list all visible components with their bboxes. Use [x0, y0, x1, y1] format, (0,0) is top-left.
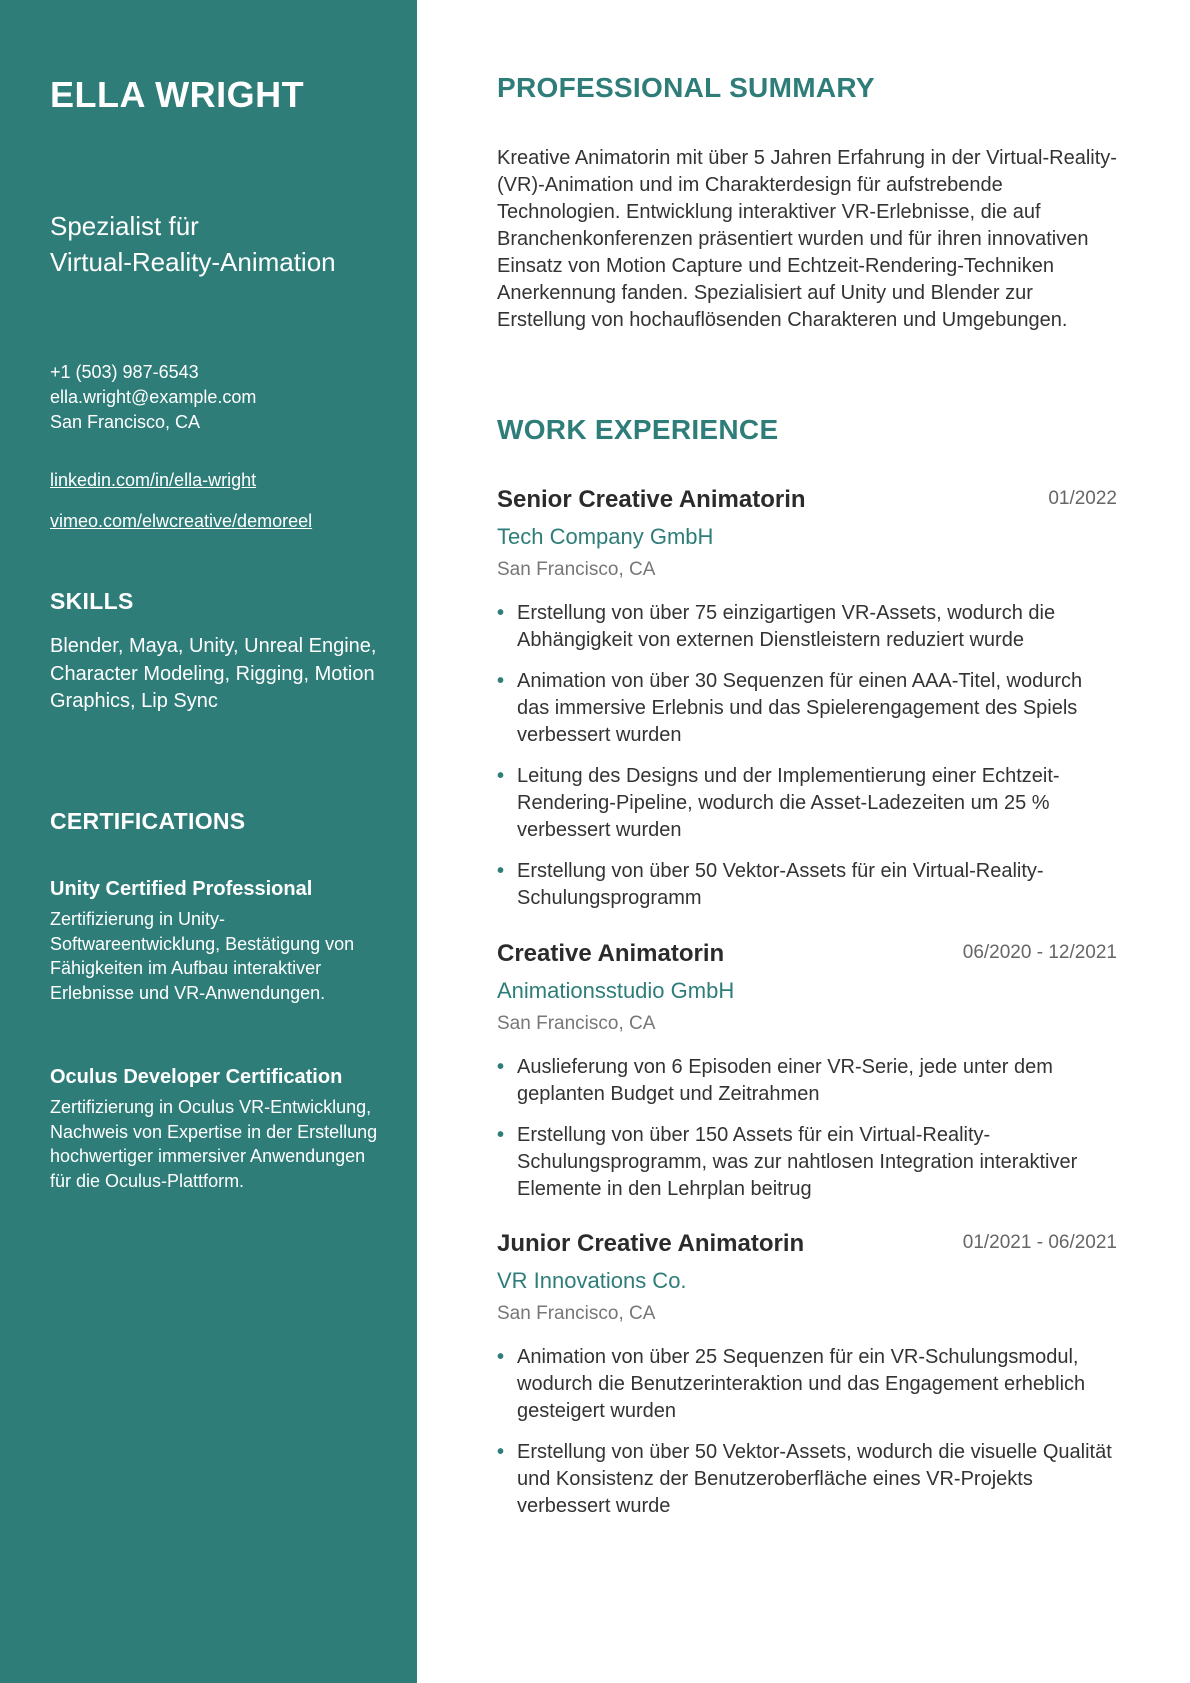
job-location: San Francisco, CA	[497, 1303, 656, 1324]
list-item: • Erstellung von über 50 Vektor-Assets für ein Virtual-Reality-Schulungsprogramm	[497, 860, 1044, 909]
list-item: • Erstellung von über 50 Vektor-Assets, wodurch die visuelle Qualität und Konsistenz der Benutzeroberfläche eines VR-Projekts verbessert wurde	[497, 1441, 1112, 1517]
job-company: Animationsstudio GmbH	[497, 978, 735, 1003]
contact-info	[50, 360, 387, 435]
bullet-icon: •	[497, 860, 505, 882]
job-date: 01/2022	[1048, 488, 1117, 509]
certification-name: Oculus Developer Certification	[50, 1066, 343, 1088]
job-date: 06/2020 - 12/2021	[962, 942, 1117, 963]
job-title: Junior Creative Animatorin	[497, 1230, 805, 1257]
location: San Francisco, CA	[50, 412, 201, 432]
bullet-icon: •	[497, 1346, 505, 1368]
work-experience-heading: WORK EXPERIENCE	[497, 414, 779, 445]
certification-item	[50, 875, 387, 1005]
job-bullets	[497, 1344, 1117, 1534]
job-title: Senior Creative Animatorin	[497, 486, 806, 513]
headline-line-1: Spezialist für	[50, 211, 199, 241]
job-company: Tech Company GmbH	[497, 524, 714, 549]
list-item: • Animation von über 25 Sequenzen für ein VR-Schulungsmodul, wodurch die Benutzerinteraktion und das Engagement erheblich gesteigert wurden	[497, 1346, 1086, 1422]
certification-name: Unity Certified Professional	[50, 878, 313, 900]
vimeo-link[interactable]: vimeo.com/elwcreative/demoreel	[50, 511, 313, 531]
certification-description: Zertifizierung in Oculus VR-Entwicklung, Nachweis von Expertise in der Erstellung hochwertiger immersiver Anwendungen für die Oculus-Plattform.	[50, 1097, 378, 1191]
job-location: San Francisco, CA	[497, 1013, 656, 1034]
certifications-heading: CERTIFICATIONS	[50, 808, 246, 834]
job-location: San Francisco, CA	[497, 559, 656, 580]
job-company: VR Innovations Co.	[497, 1268, 687, 1293]
skills-list: Blender, Maya, Unity, Unreal Engine, Character Modeling, Rigging, Motion Graphics, Lip Sync	[50, 635, 377, 712]
phone-number: +1 (503) 987-6543	[50, 362, 199, 382]
certification-item	[50, 1063, 387, 1193]
main-content	[497, 0, 1117, 1683]
bullet-icon: •	[497, 1441, 505, 1463]
bullet-icon: •	[497, 602, 505, 624]
list-item: • Erstellung von über 75 einzigartigen VR-Assets, wodurch die Abhängigkeit von externen Dienstleistern reduziert wurde	[497, 602, 1056, 651]
bullet-icon: •	[497, 670, 505, 692]
summary-heading: PROFESSIONAL SUMMARY	[497, 72, 875, 103]
headline-line-2: Virtual-Reality-Animation	[50, 247, 336, 277]
skills-heading: SKILLS	[50, 588, 134, 614]
bullet-icon: •	[497, 765, 505, 787]
certification-description: Zertifizierung in Unity-Softwareentwicklung, Bestätigung von Fähigkeiten im Aufbau interaktiver Erlebnisse und VR-Anwendungen.	[50, 909, 355, 1003]
job-bullets	[497, 1054, 1117, 1217]
list-item: • Erstellung von über 150 Assets für ein Virtual-Reality-Schulungsprogramm, was zur nahtlosen Integration interaktiver Elemente in den Lehrplan beitrug	[497, 1124, 1078, 1200]
email-address: ella.wright@example.com	[50, 387, 257, 407]
bullet-icon: •	[497, 1124, 505, 1146]
linkedin-link[interactable]: linkedin.com/in/ella-wright	[50, 470, 257, 490]
job-title-headline	[50, 208, 387, 280]
sidebar	[0, 0, 417, 1683]
job-title: Creative Animatorin	[497, 940, 725, 967]
job-date: 01/2021 - 06/2021	[962, 1232, 1117, 1253]
bullet-icon: •	[497, 1056, 505, 1078]
list-item: • Animation von über 30 Sequenzen für einen AAA-Titel, wodurch das immersive Erlebnis und das Spielerengagement des Spiels verbessert wurden	[497, 670, 1083, 746]
candidate-name: ELLA WRIGHT	[50, 74, 305, 115]
list-item: • Auslieferung von 6 Episoden einer VR-Serie, jede unter dem geplanten Budget und Zeitrahmen	[497, 1056, 1053, 1105]
summary-text: Kreative Animatorin mit über 5 Jahren Erfahrung in der Virtual-Reality-(VR)-Animation und im Charakterdesign für aufstrebende Technologien. Entwicklung interaktiver VR-Erlebnisse, die auf Branchenkonferenzen präsentiert wurden und für ihren innovativen Einsatz von Motion Capture und Echtzeit-Rendering-Techniken Anerkennung fanden. Spezialisiert auf Unity und Blender zur Erstellung von hochauflösenden Charakteren und Umgebungen.	[497, 147, 1117, 331]
job-bullets	[497, 600, 1117, 926]
list-item: • Leitung des Designs und der Implementierung einer Echtzeit-Rendering-Pipeline, wodurch die Asset-Ladezeiten um 25 % verbessert wurden	[497, 765, 1060, 841]
